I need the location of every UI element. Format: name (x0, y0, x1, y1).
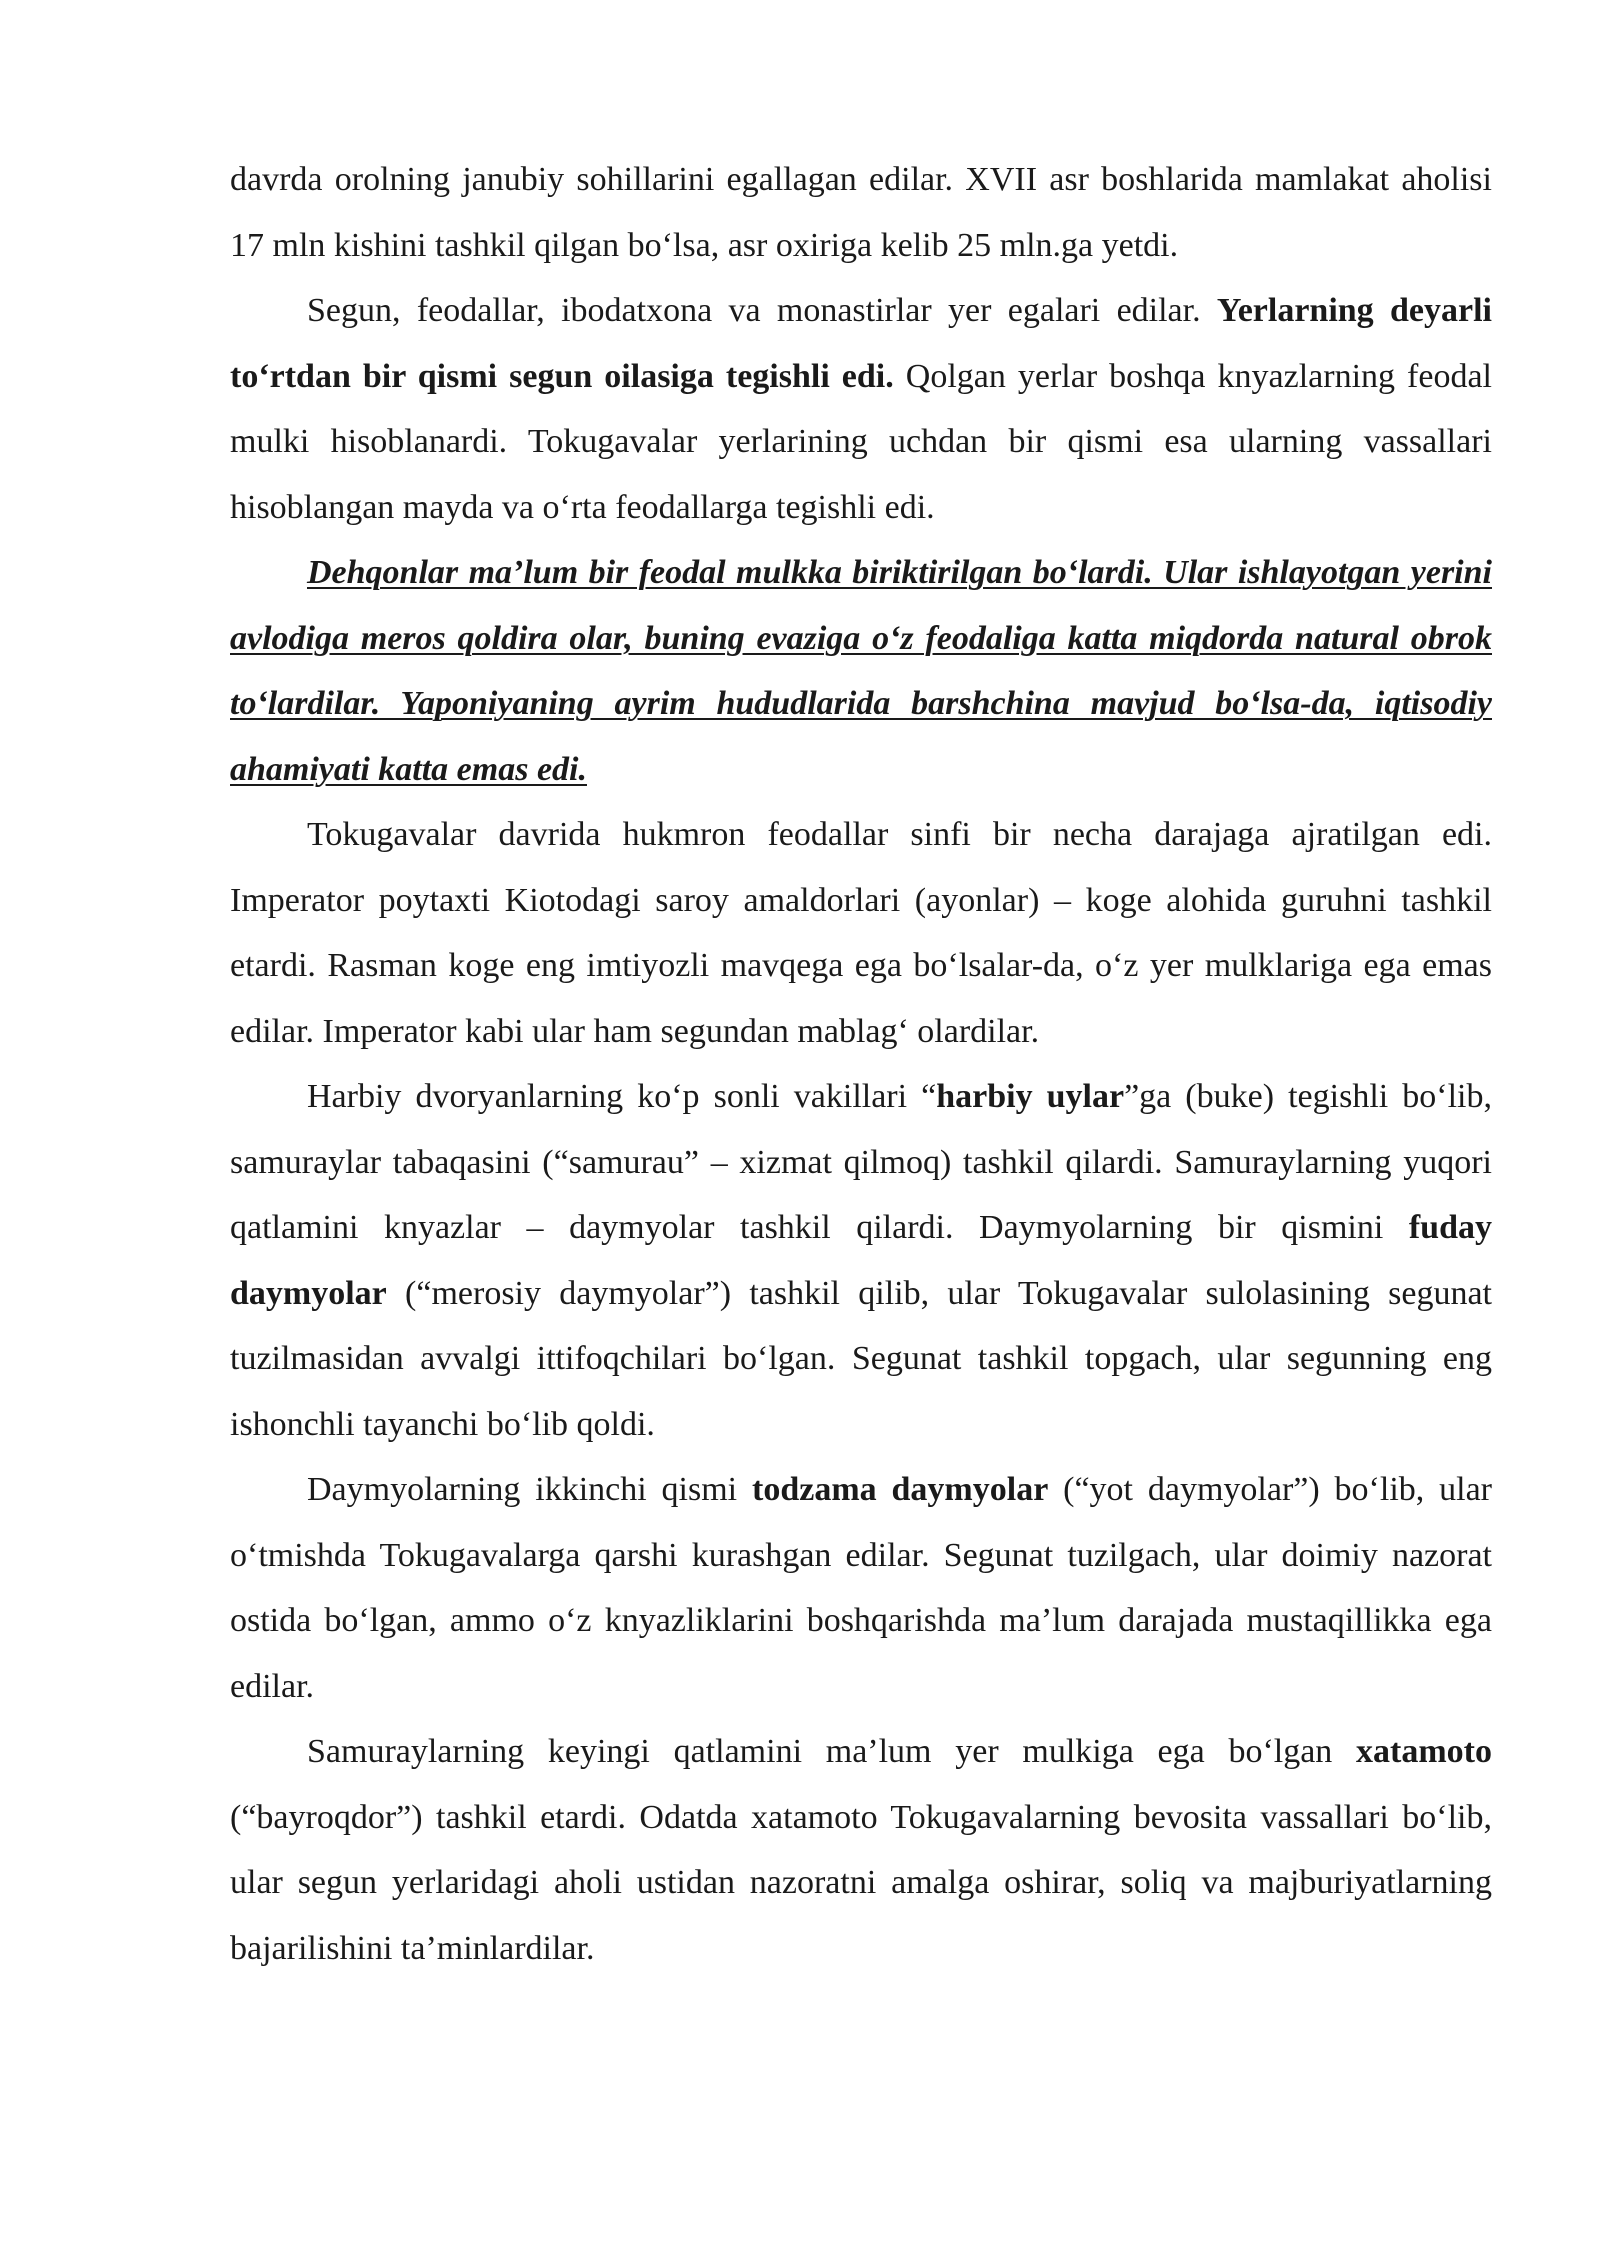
paragraph-7 (230, 1719, 1492, 1981)
paragraph-text: Daymyolarning ikkinchi qismi (307, 1471, 752, 1508)
paragraph-2 (230, 278, 1492, 540)
paragraph-3-emphasized (230, 540, 1492, 802)
paragraph-text: Qolgan yerlar boshqa knyazlarning feodal mulki hisoblanardi. Tokugavalar yerlarining uchdan bir qismi esa ularning vassallari hisoblangan mayda va o‘rta feodallarga tegishli edi. (230, 357, 1492, 526)
paragraph-text: Samuraylarning keyingi qatlamini ma’lum yer mulkiga ega bo‘lgan (307, 1733, 1357, 1770)
paragraph-text: davrda orolning janubiy sohillarini egallagan edilar. XVII asr boshlarida mamlakat aholisi 17 mln kishini tashkil qilgan bo‘lsa, asr oxiriga kelib 25 mln.ga yetdi. (230, 161, 1492, 264)
paragraph-4 (230, 802, 1492, 1064)
bold-phrase: fuday daymyolar (230, 1209, 1492, 1312)
paragraph-1 (230, 147, 1492, 278)
paragraph-text: (“merosiy daymyolar”) tashkil qilib, ular Tokugavalar sulolasining segunat tuzilmasidan avvalgi ittifoqchilari bo‘lgan. Segunat tashkil topgach, ular segunning eng ishonchli tayanchi bo‘lib qoldi. (230, 1274, 1492, 1443)
bold-phrase: Yerlarning deyarli to‘rtdan bir qismi segun oilasiga tegishli edi. (230, 292, 1492, 395)
emphasized-text: Dehqonlar ma’lum bir feodal mulkka biriktirilgan bo‘lardi. Ular ishlayotgan yerini avlodiga meros qoldira olar, buning evaziga o‘z feodaliga katta miqdorda natural obrok to‘lardilar. Yaponiyaning ayrim hududlarida barshchina mavjud bo‘lsa-da, iqtisodiy ahamiyati katta emas edi. (230, 554, 1492, 788)
paragraph-text: (“bayroqdor”) tashkil etardi. Odatda xatamoto Tokugavalarning bevosita vassallari bo‘lib, ular segun yerlaridagi aholi ustidan nazoratni amalga oshirar, soliq va majburiyatlarning bajarilishini ta’minlardilar. (230, 1798, 1492, 1967)
bold-phrase: todzama daymyolar (752, 1471, 1049, 1508)
paragraph-text: ”ga (buke) tegishli bo‘lib, samuraylar tabaqasini (“samurau” – xizmat qilmoq) tashkil qilardi. Samuraylarning yuqori qatlamini knyazlar – daymyolar tashkil qilardi. Daymyolarning bir qismini (230, 1078, 1492, 1246)
paragraph-text: Segun, feodallar, ibodatxona va monastirlar yer egalari edilar. (307, 292, 1217, 329)
paragraph-text: (“yot daymyolar”) bo‘lib, ular o‘tmishda Tokugavalarga qarshi kurashgan edilar. Segunat tuzilgach, ular doimiy nazorat ostida bo‘lgan, ammo o‘z knyazliklarini boshqarishda ma’lum darajada mustaqillikka ega edilar. (230, 1471, 1492, 1705)
paragraph-text: Tokugavalar davrida hukmron feodallar sinfi bir necha darajaga ajratilgan edi. Imperator poytaxti Kiotodagi saroy amaldorlari (ayonlar) – koge alohida guruhni tashkil etardi. Rasman koge eng imtiyozli mavqega ega bo‘lsalar-da, o‘z yer mulklariga ega emas edilar. Imperator kabi ular ham segundan mablag‘ olardilar. (230, 816, 1492, 1050)
paragraph-6 (230, 1457, 1492, 1719)
paragraph-5 (230, 1064, 1492, 1457)
paragraph-text: Harbiy dvoryanlarning ko‘p sonli vakillari “ (307, 1078, 937, 1115)
bold-phrase: xatamoto (1356, 1733, 1492, 1770)
bold-phrase: harbiy uylar (936, 1078, 1125, 1115)
document-page (230, 147, 1492, 1981)
